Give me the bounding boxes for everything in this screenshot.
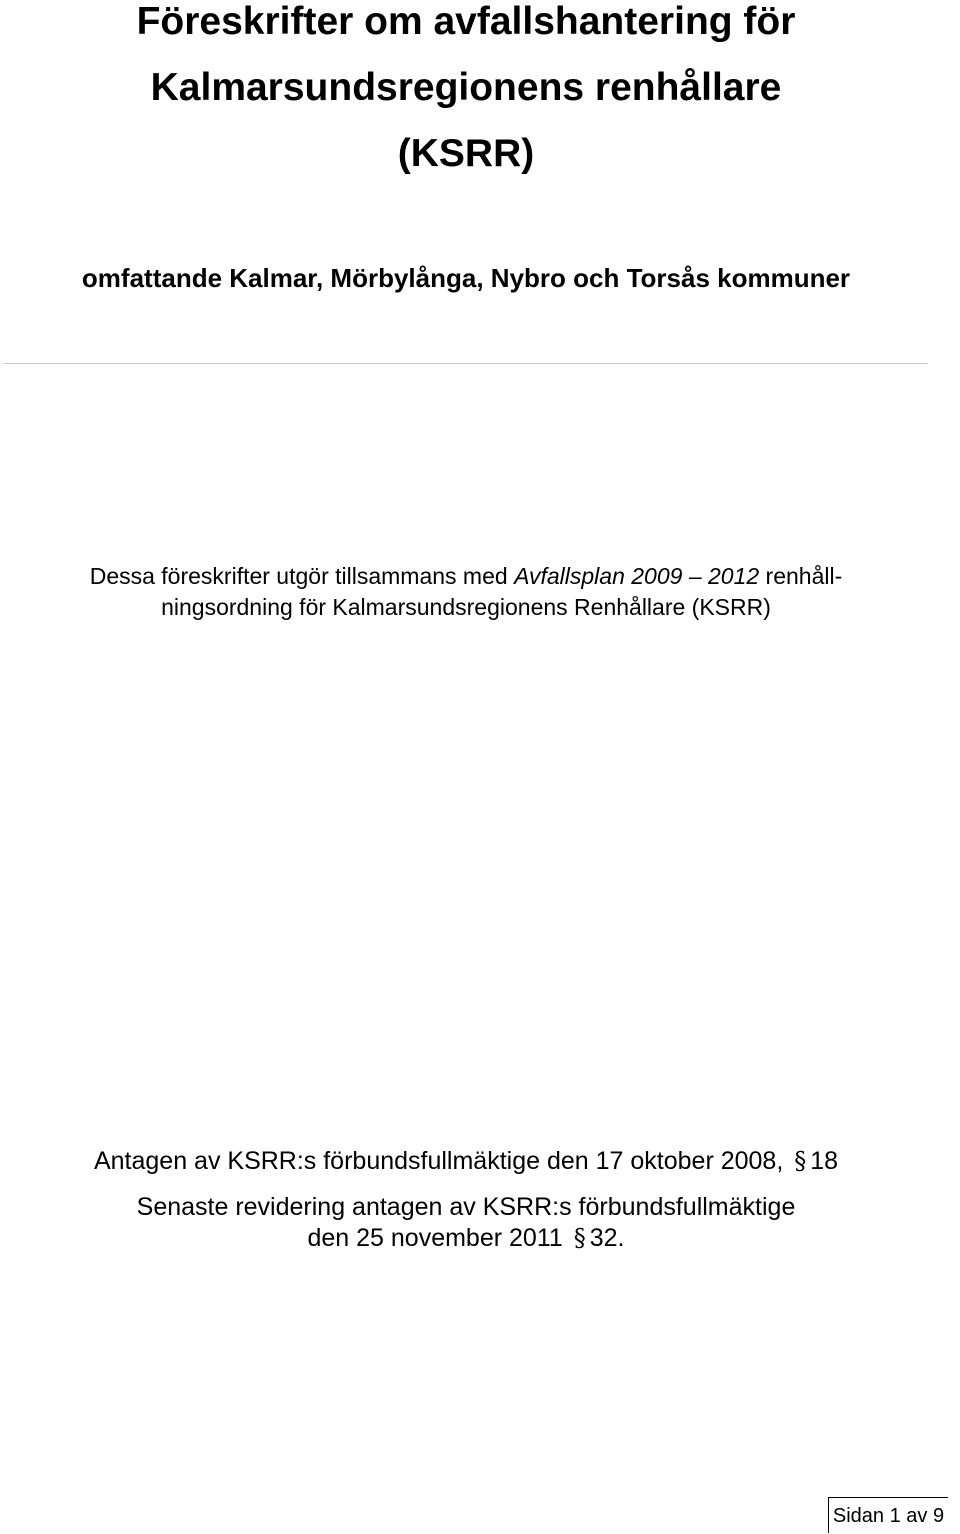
adoption-text: Antagen av KSRR:s förbundsfullmäktige den 17 oktober 2008, (93, 1147, 784, 1175)
revision-line-1: Senaste revidering antagen av KSRR:s förbundsfullmäktige (136, 1193, 796, 1221)
page-number-footer: Sidan 1 av 9 (828, 1497, 948, 1533)
intro-text-end: renhåll- (759, 563, 843, 589)
intro-text-start: Dessa föreskrifter utgör tillsammans med (89, 563, 515, 589)
intro-line-1 (0, 561, 932, 592)
adoption-paragraph-number: 18 (810, 1147, 839, 1175)
document-subtitle: omfattande Kalmar, Mörbylånga, Nybro och Torsås kommuner (81, 263, 851, 293)
intro-paragraph (0, 561, 932, 623)
revision-line-2 (0, 1223, 932, 1254)
revision-paragraph-number: 32. (589, 1224, 625, 1252)
document-title-line-2: Kalmarsundsregionens renhållare (150, 66, 782, 109)
intro-line-2: ningsordning för Kalmarsundsregionens Renhållare (KSRR) (161, 594, 771, 620)
document-title-line-1: Föreskrifter om avfallshantering för (136, 0, 796, 43)
horizontal-divider (4, 363, 928, 364)
document-title-line-3: (KSRR) (397, 132, 535, 175)
adoption-statement (0, 1146, 932, 1254)
adoption-line-1 (0, 1146, 932, 1177)
paragraph-sign-icon: § (573, 1224, 586, 1252)
revision-date: den 25 november 2011 (307, 1224, 563, 1252)
avfallsplan-reference: Avfallsplan 2009 – 2012 (514, 563, 760, 589)
paragraph-sign-icon: § (794, 1147, 807, 1175)
